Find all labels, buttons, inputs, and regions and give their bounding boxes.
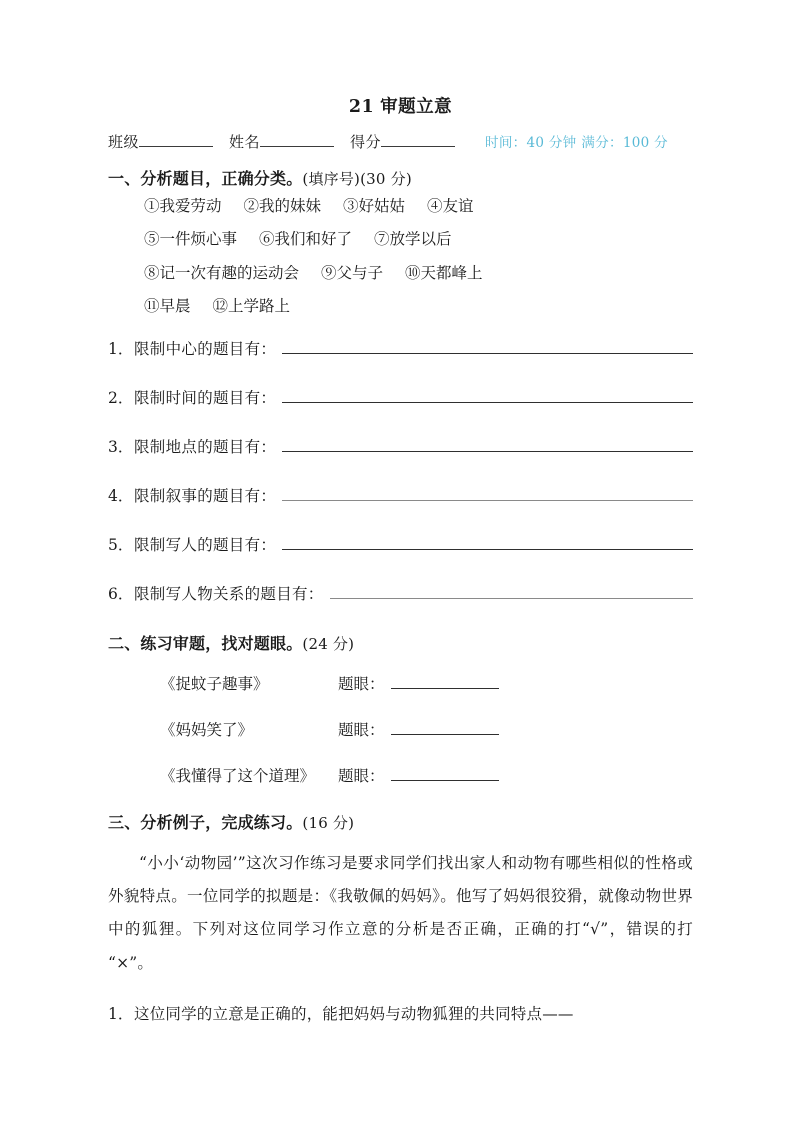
- choice-item: ⑩天都峰上: [405, 263, 483, 282]
- choice-item: ⑪早晨: [144, 297, 191, 316]
- question-text: 限制写人物关系的题目有：: [134, 584, 324, 603]
- question-number: 4．: [108, 486, 134, 505]
- choice-row: [108, 196, 693, 215]
- question-row: [108, 484, 693, 506]
- choice-item: ③好姑姑: [343, 196, 406, 215]
- question-number: 5．: [108, 535, 134, 554]
- choice-item: ⑦放学以后: [374, 230, 452, 249]
- passage-text: “小小‘动物园’”这次习作练习是要求同学们找出家人和动物有哪些相似的性格或外貌特点。一位同学的拟题是：《我敬佩的妈妈》。他写了妈妈很狡猾，就像动物世界中的狐狸。下列对这位同学习作立意的分析是否正确，正确的打“√”，错误的打“×”。: [108, 853, 693, 972]
- section-1-heading-tail: (填序号)(30 分): [302, 169, 412, 188]
- analysis-question-text: 这位同学的立意是正确的，能把妈妈与动物狐狸的共同特点——: [134, 1005, 574, 1023]
- choice-item: ①我爱劳动: [144, 196, 222, 215]
- question-row: [108, 435, 693, 457]
- question-number: 3．: [108, 437, 134, 456]
- section-3-heading: [108, 810, 693, 833]
- choice-item: ⑧记一次有趣的运动会: [144, 263, 300, 282]
- score-label: 得分: [350, 132, 382, 151]
- title-eye-row: [108, 672, 693, 694]
- choice-item: ②我的妹妹: [243, 196, 322, 215]
- answer-blank[interactable]: [282, 437, 693, 452]
- section-2-heading-main: 二、练习审题，找对题眼。: [108, 633, 303, 653]
- choice-row: [108, 263, 693, 282]
- class-field: [108, 131, 229, 152]
- choice-row: [108, 299, 693, 315]
- choice-item: ④友谊: [427, 196, 474, 215]
- name-blank[interactable]: [260, 132, 334, 147]
- choice-item: ⑥我们和好了: [259, 230, 353, 249]
- section-2-heading: [108, 631, 693, 654]
- student-info-row: [108, 131, 693, 152]
- question-number: 6．: [108, 584, 134, 603]
- choice-item: ⑤一件烦心事: [144, 230, 238, 249]
- analysis-question-row: [108, 1002, 693, 1024]
- title-eye-label: 题眼：: [338, 766, 385, 785]
- section-1-heading: [108, 166, 693, 189]
- title-eye-row: [108, 718, 693, 740]
- question-row: [108, 337, 693, 359]
- name-field: [229, 131, 350, 152]
- title-eye-blank[interactable]: [391, 766, 499, 781]
- question-text: 限制写人的题目有：: [134, 535, 277, 554]
- score-field: [350, 131, 455, 152]
- page-title-text: 审题立意: [380, 97, 453, 117]
- book-title: 《捉蚊子趣事》: [160, 674, 269, 693]
- full-marks-text: 满分：100 分: [581, 134, 668, 151]
- title-eye-blank[interactable]: [391, 720, 499, 735]
- answer-blank[interactable]: [282, 388, 693, 403]
- choice-row: [108, 232, 693, 248]
- title-eye-blank[interactable]: [391, 674, 499, 689]
- section-3-heading-main: 三、分析例子，完成练习。: [108, 812, 303, 832]
- choice-item: ⑨父与子: [321, 263, 384, 282]
- score-blank[interactable]: [381, 132, 455, 147]
- class-label: 班级: [108, 132, 140, 151]
- page-title-number: 21: [348, 97, 375, 117]
- section-3-heading-tail: (16 分): [302, 813, 355, 832]
- question-number: 2．: [108, 388, 134, 407]
- answer-blank[interactable]: [282, 339, 693, 354]
- analysis-question-number: 1．: [108, 1005, 134, 1023]
- question-text: 限制中心的题目有：: [134, 339, 277, 358]
- title-eye-row: [108, 764, 693, 786]
- class-blank[interactable]: [139, 132, 213, 147]
- question-text: 限制叙事的题目有：: [134, 486, 277, 505]
- question-row: [108, 386, 693, 408]
- question-number: 1．: [108, 339, 134, 358]
- answer-blank[interactable]: [282, 535, 693, 550]
- question-row: [108, 582, 693, 604]
- choice-bank: [108, 196, 693, 316]
- answer-blank[interactable]: [330, 584, 693, 599]
- section-2-heading-tail: (24 分): [302, 634, 355, 653]
- book-title: 《我懂得了这个道理》: [160, 766, 316, 785]
- time-limit-text: 时间：40 分钟: [485, 134, 577, 151]
- classification-question-list: [108, 337, 693, 604]
- answer-blank[interactable]: [282, 486, 693, 501]
- question-text: 限制地点的题目有：: [134, 437, 277, 456]
- choice-item: ⑫上学路上: [212, 297, 291, 316]
- title-eye-label: 题眼：: [338, 720, 385, 739]
- page-title: [108, 96, 693, 119]
- book-title: 《妈妈笑了》: [160, 720, 254, 739]
- name-label: 姓名: [229, 132, 261, 151]
- section-1-heading-main: 一、分析题目，正确分类。: [108, 168, 303, 188]
- question-text: 限制时间的题目有：: [134, 388, 277, 407]
- title-eye-list: [108, 672, 693, 786]
- exam-meta: [485, 131, 668, 151]
- title-eye-label: 题眼：: [338, 674, 385, 693]
- question-row: [108, 533, 693, 555]
